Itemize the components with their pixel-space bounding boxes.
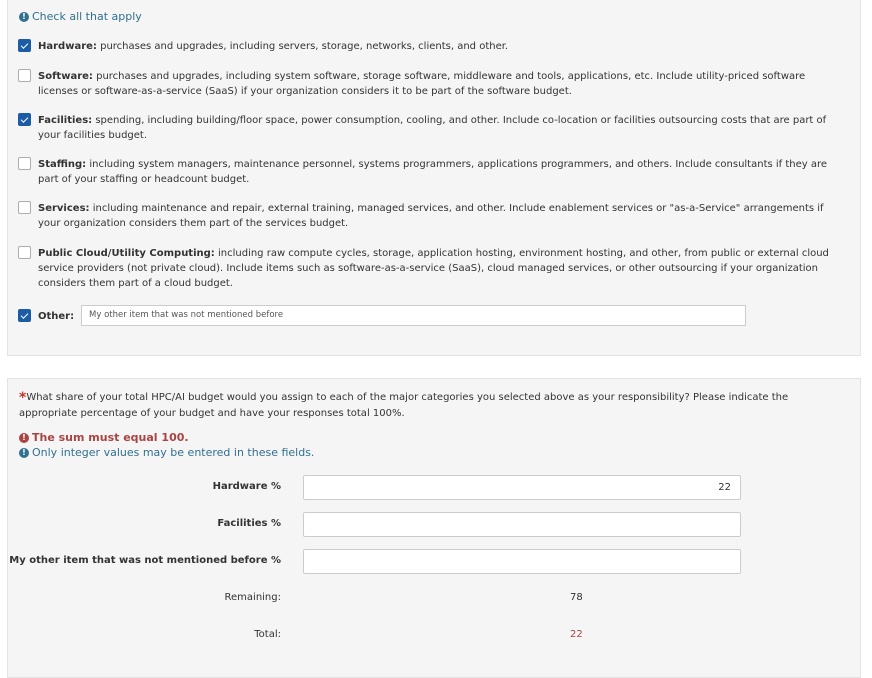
- hardware-checkbox[interactable]: [18, 39, 31, 52]
- option-label: Other:: [38, 311, 75, 322]
- other-checkbox[interactable]: [18, 309, 31, 322]
- allocation-question-text: What share of your total HPC/AI budget would you assign to each of the major categories you selected above as your responsibility? Please indicate the appropriate percentage of your budget and have your responses total 100%.: [19, 392, 789, 419]
- option-services-text: [38, 201, 848, 231]
- sum-error-message: [19, 431, 189, 444]
- option-software[interactable]: [18, 69, 848, 99]
- option-description: including raw compute cycles, storage, application hosting, environment hosting, and other, from public or external cloud service providers (not private cloud). Include items such as software-as-a-service (SaaS), cloud managed services, or other outsourcing if your organization considers them part of a cloud budget.: [38, 248, 829, 289]
- option-label: Staffing:: [38, 159, 87, 170]
- hardware-percent-input[interactable]: 22: [303, 475, 741, 500]
- sum-error-text: The sum must equal 100.: [32, 431, 189, 444]
- required-mark: *: [19, 390, 27, 406]
- other-percent-input[interactable]: [303, 549, 741, 574]
- option-staffing-text: [38, 157, 848, 187]
- other-percent-label: My other item that was not mentioned before %: [9, 555, 281, 566]
- services-checkbox[interactable]: [18, 201, 31, 214]
- check-all-hint-text: Check all that apply: [32, 10, 142, 23]
- option-software-text: [38, 69, 848, 99]
- option-label: Facilities:: [38, 115, 93, 126]
- option-facilities-text: [38, 113, 848, 143]
- total-label: Total:: [254, 629, 281, 640]
- staffing-checkbox[interactable]: [18, 157, 31, 170]
- option-label: Services:: [38, 203, 90, 214]
- hardware-percent-label: Hardware %: [212, 481, 281, 492]
- option-hardware-text: [38, 39, 848, 54]
- option-public-cloud[interactable]: [18, 246, 848, 291]
- total-value: 22: [570, 629, 583, 640]
- other-item-input[interactable]: My other item that was not mentioned before: [81, 305, 746, 326]
- integer-info-text: Only integer values may be entered in these fields.: [32, 446, 315, 459]
- option-other[interactable]: [18, 309, 74, 324]
- option-label: Public Cloud/Utility Computing:: [38, 248, 215, 259]
- facilities-checkbox[interactable]: [18, 113, 31, 126]
- option-public-cloud-text: [38, 246, 848, 291]
- info-icon: !: [19, 12, 29, 22]
- option-description: purchases and upgrades, including system software, storage software, middleware and tools, applications, etc. Include utility-priced software licenses or software-as-a-service (SaaS) if your organization considers it to be part of the software budget.: [38, 71, 806, 97]
- option-facilities[interactable]: [18, 113, 848, 143]
- facilities-percent-label: Facilities %: [217, 518, 281, 529]
- option-staffing[interactable]: [18, 157, 848, 187]
- integer-info-message: [19, 446, 314, 459]
- remaining-value: 78: [570, 592, 583, 603]
- option-other-text: [38, 309, 74, 324]
- option-description: purchases and upgrades, including servers, storage, networks, clients, and other.: [100, 41, 509, 52]
- option-hardware[interactable]: [18, 39, 848, 54]
- remaining-label: Remaining:: [224, 592, 281, 603]
- option-label: Software:: [38, 71, 93, 82]
- option-label: Hardware:: [38, 41, 97, 52]
- facilities-percent-input[interactable]: [303, 512, 741, 537]
- allocation-question: [19, 390, 849, 421]
- error-icon: !: [19, 433, 29, 443]
- check-all-hint: [19, 10, 142, 23]
- option-description: including system managers, maintenance personnel, systems programmers, applications programmers, and others. Include consultants if they are part of your staffing or headcount budget.: [38, 159, 828, 185]
- info-icon: !: [19, 448, 29, 458]
- public-cloud-checkbox[interactable]: [18, 246, 31, 259]
- software-checkbox[interactable]: [18, 69, 31, 82]
- option-description: spending, including building/floor space, power consumption, cooling, and other. Include co-location or facilities outsourcing costs that are part of your facilities budget.: [38, 115, 827, 141]
- option-description: including maintenance and repair, external training, managed services, and other. Include enablement services or "as-a-Service" arrangements if your organization considers them part of the services budget.: [38, 203, 824, 229]
- option-services[interactable]: [18, 201, 848, 231]
